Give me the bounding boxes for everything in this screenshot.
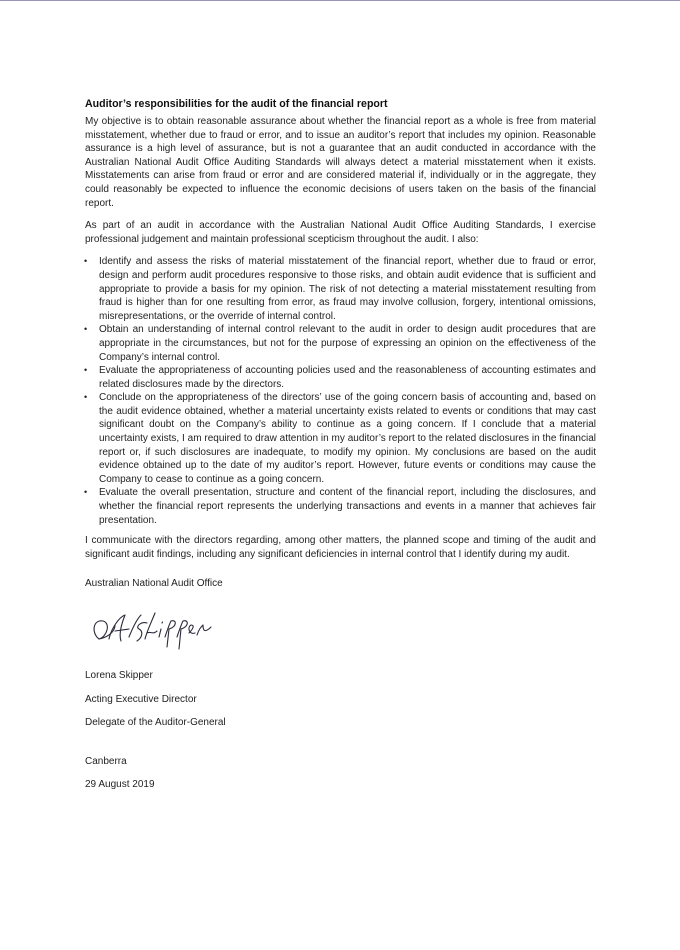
signatory-title: Acting Executive Director <box>85 693 197 705</box>
signatory-role: Delegate of the Auditor-General <box>85 717 226 729</box>
bullet-icon: • <box>84 392 88 403</box>
date: 29 August 2019 <box>85 779 155 791</box>
list-item <box>85 391 596 486</box>
list-item-text: Evaluate the overall presentation, structure and content of the financial report, including the disclosures, and whether the financial report represents the underlying transactions and events in a manner that achieves fair presentation. <box>99 487 596 526</box>
responsibilities-list <box>85 255 596 527</box>
list-item-text: Obtain an understanding of internal control relevant to the audit in order to design audit procedures that are appropriate in the circumstances, but not for the purpose of expressing an opinion on the effectiveness of the Company’s internal control. <box>99 324 596 363</box>
handwritten-signature <box>85 601 235 661</box>
bullet-icon: • <box>84 324 88 335</box>
communication-paragraph: I communicate with the directors regarding, among other matters, the planned scope and timing of the audit and significant audit findings, including any significant deficiencies in internal control that I identify during my audit. <box>85 535 596 560</box>
list-item-text: Conclude on the appropriateness of the directors’ use of the going concern basis of accounting and, based on the audit evidence obtained, whether a material uncertainty exists related to events or conditions that may cast significant doubt on the Company’s ability to continue as a going concern. If I conclude that a material uncertainty exists, I am required to draw attention in my auditor’s report to the related disclosures in the financial report or, if such disclosures are inadequate, to modify my opinion. My conclusions are based on the audit evidence obtained up to the date of my auditor’s report. However, future events or conditions may cause the Company to cease to continue as a going concern. <box>99 392 596 485</box>
list-item-text: Evaluate the appropriateness of accounting policies used and the reasonableness of accounting estimates and related disclosures made by the directors. <box>99 365 596 390</box>
place-date-block <box>85 755 596 792</box>
list-item <box>85 364 596 391</box>
list-item <box>85 486 596 527</box>
report-page <box>85 97 596 802</box>
organisation-name: Australian National Audit Office <box>85 578 223 590</box>
bullet-icon: • <box>84 487 88 498</box>
section-heading: Auditor’s responsibilities for the audit of the financial report <box>85 98 388 110</box>
signatory-block <box>85 669 596 730</box>
list-item-text: Identify and assess the risks of material misstatement of the financial report, whether due to fraud or error, design and perform audit procedures responsive to those risks, and obtain audit evidence that is sufficient and appropriate to provide a basis for my opinion. The risk of not detecting a material misstatement resulting from fraud is higher than for one resulting from error, as fraud may involve collusion, forgery, intentional omissions, misrepresentations, or the override of internal control. <box>99 256 596 322</box>
list-item <box>85 323 596 364</box>
objective-paragraph: My objective is to obtain reasonable assurance about whether the financial report as a whole is free from material misstatement, whether due to fraud or error, and to issue an auditor’s report that includes my opinion. Reasonable assurance is a high level of assurance, but is not a guarantee that an audit conducted in accordance with the Australian National Audit Office Auditing Standards will always detect a material misstatement when it exists. Misstatements can arise from fraud or error and are considered material if, individually or in the aggregate, they could reasonably be expected to influence the economic decisions of users taken on the basis of the financial report. <box>85 116 596 209</box>
bullet-icon: • <box>84 256 88 267</box>
audit-approach-paragraph: As part of an audit in accordance with the Australian National Audit Office Auditing Standards, I exercise professional judgement and maintain professional scepticism throughout the audit. I also: <box>85 220 596 245</box>
list-item <box>85 255 596 323</box>
place: Canberra <box>85 755 127 767</box>
top-border-rule <box>0 0 680 1</box>
bullet-icon: • <box>84 365 88 376</box>
signatory-name: Lorena Skipper <box>85 670 153 681</box>
